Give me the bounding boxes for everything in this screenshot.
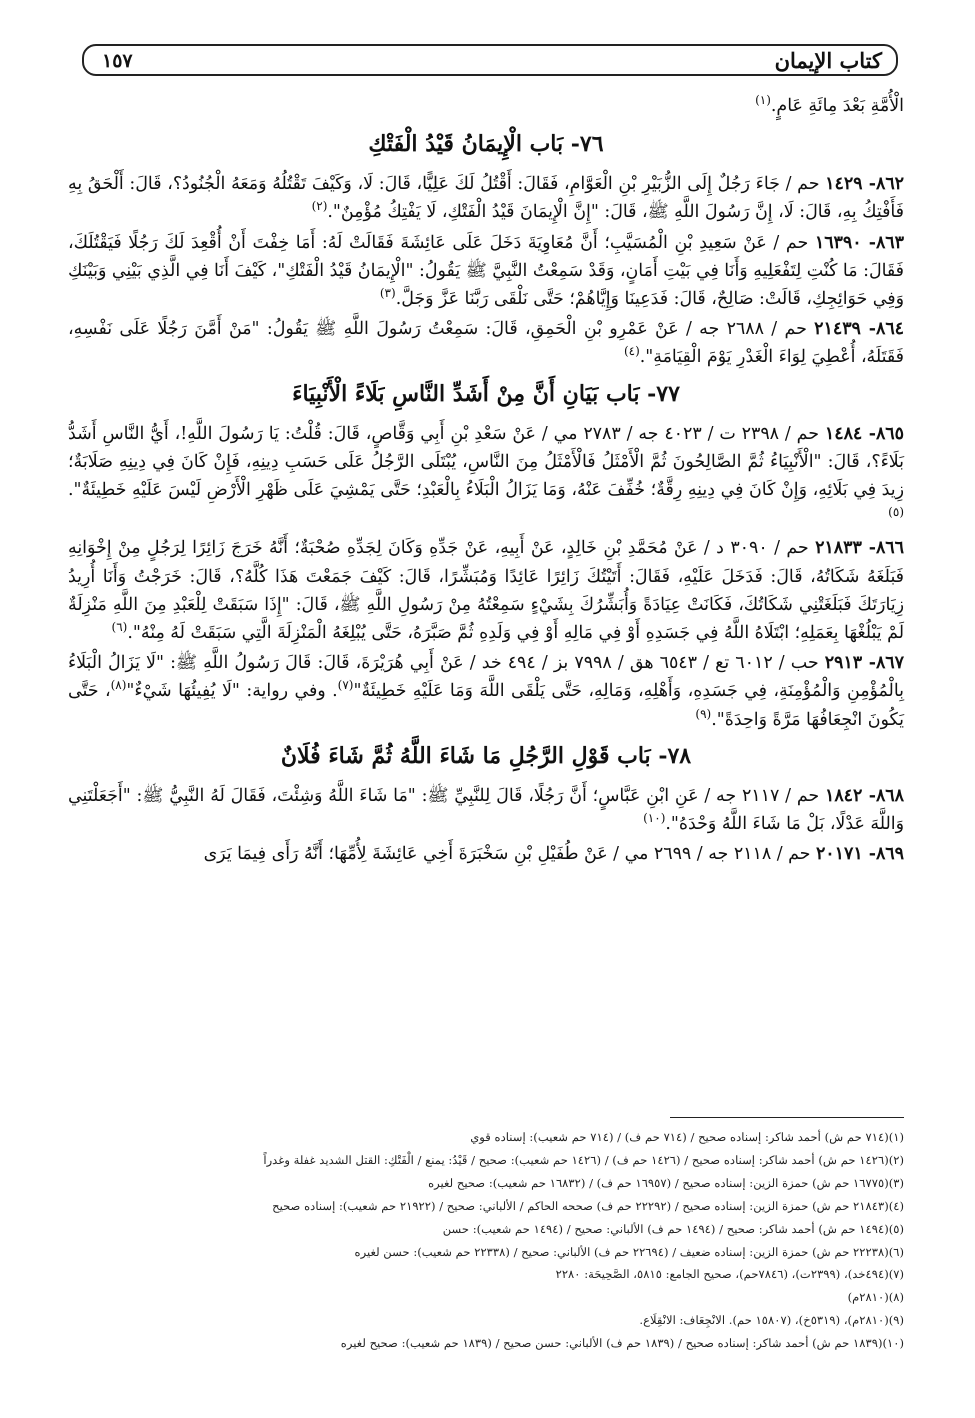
page-number: ١٥٧ <box>102 50 133 72</box>
hadith-868: ٨٦٨- ١٨٤٢ حم / ٢١١٧ جه / عَنِ ابْنِ عَبَّاسٍ؛ أَنَّ رَجُلًا، قَالَ لِلنَّبِيِّ ﷺ: "مَا شَاءَ اللَّهُ وَشِئْتَ، فَقَالَ لَهُ النَّبِيُّ ﷺ: "أَجَعَلْتَنِي وَاللَّهَ عَدْلًا، بَلْ مَا شَاءَ اللَّهُ وَحْدَهُ".$^{(١٠)}$ <box>68 785 904 835</box>
chapter-heading-77: ٧٧- بَاب بَيَانِ أَنَّ مِنْ أَشَدِّ النَّاسِ بَلَاءً الْأَنْبِيَاءَ <box>292 380 680 407</box>
footnote-8: (٨)(٢٨١٠م) <box>847 1290 904 1305</box>
hadith-number: ٨٦٩- ٢٠١٧١ <box>815 844 904 865</box>
footnote-divider <box>670 1117 904 1118</box>
page-body <box>68 92 904 870</box>
chapter-heading-78: ٧٨- بَاب قَوْلِ الرَّجُلِ مَا شَاءَ اللَّهُ ثُمَّ شَاءَ فُلَانٌ <box>280 742 692 769</box>
footnote-10: (١٠)(١٨٣٩ حم ش) أحمد شاكر: إسناده صحيح / (١٨٣٩ حم ف) الألباني: حسن صحيح / (١٨٣٩ حم شعيب): صحيح لغيره <box>340 1336 904 1351</box>
hadith-869: ٨٦٩- ٢٠١٧١ حم / ٢١١٨ جه / ٢٦٩٩ مي / عَنْ طُفَيْلِ بْنِ سَخْبَرَةَ أَخِي عَائِشَةَ لِأُمِّهَا؛ أَنَّهُ رَأَى فِيمَا يَرَى <box>203 844 904 865</box>
footnote-ref: (٧) <box>337 678 354 693</box>
footnote-6: (٦)(٢٢٢٣٨ حم ش) حمزة الزين: إسناده ضعيف / (٢٢٦٩٤ حم ف) الألباني: صحيح / (٢٢٣٣٨ حم شعيب): حسن لغيره <box>354 1244 904 1259</box>
hadith-867: ٨٦٧- ٢٩١٣ حب / ٦٠١٢ تع / ٦٥٤٣ هق / ٧٩٩٨ بز / ٤٩٤ خد / عَنْ أَبِي هُرَيْرَةَ، قَالَ: قَالَ رَسُولُ اللَّهِ ﷺ: "لَا يَزَالُ الْبَلَاءُ بِالْمُؤْمِنِ وَالْمُؤْمِنَةِ، فِي جَسَدِهِ، وَأَهْلِهِ، وَمَالِهِ، حَتَّى يَلْقَى اللَّهَ وَمَا عَلَيْهِ خَطِيئَةٌ"$^{(٧)}$. وفي رواية: "لَا يُفِيئُهَا شَيْءٌ"$^{(٨)}$، حَتَّى يَكُونَ انْجِعَافُهَا مَرَّةً وَاحِدَةً".$^{(٩)}$ <box>68 653 904 730</box>
page-header <box>82 44 898 76</box>
footnote-7: (٧)(٤٩٤خد)، (٢٣٩٩ت)، (٧٨٤٦حم)، صحيح الجامع: ٥٨١٥، الصَّحِيحَة: ٢٢٨٠ <box>555 1267 904 1282</box>
footnote-3: (٣)(١٦٧٧٥ حم ش) حمزة الزين: إسناده صحيح / (١٦٩٥٧ حم ف) / (١٦٨٣٢ حم شعيب): صحيح لغيره <box>428 1175 904 1190</box>
hadith-number: ٨٦٣- ١٦٣٩٠ <box>814 232 904 253</box>
footnote-ref: (١٠) <box>643 811 666 826</box>
footnote-ref: (٤) <box>623 344 640 359</box>
footnotes <box>68 1126 904 1355</box>
hadith-862: ٨٦٢- ١٤٢٩ حم / جَاءَ رَجُلٌ إِلَى الزُّبَيْرِ بْنِ الْعَوَّامِ، فَقَالَ: أَقْتُلُ لَكَ عَلِيًّا، قَالَ: لَا، وَكَيْفَ تَقْتُلُهُ وَمَعَهُ الْجُنُودُ؟، قَالَ: أَلْحَقُ بِهِ فَأَفْتِكُ بِهِ، قَالَ: لَا، إِنَّ رَسُولَ اللَّهِ ﷺ، قَالَ: "إِنَّ الْإِيمَانَ قَيْدُ الْفَتْكِ، لَا يَفْتِكُ مُؤْمِنٌ".$^{(٢)}$ <box>68 174 905 223</box>
hadith-number: ٨٦٨- ١٨٤٢ <box>825 785 904 806</box>
continued-line: الْأُمَّةِ بَعْدَ مِائَةِ عَامٍ.$^{(١)}$ <box>755 93 904 116</box>
footnote-1: (١)(٧١٤ حم ش) أحمد شاكر: إسناده صحيح / (٧١٤ حم ف) / (٧١٤ حم شعيب): إسناده قوي <box>470 1130 904 1144</box>
footnote-9: (٩)(٢٨١٠م)، (٥٣١٩خ)، (١٥٨٠٧ حم). الانْجِعَاف: الانْقِلَاع. <box>639 1313 904 1328</box>
footnote-ref: (٣) <box>379 286 396 301</box>
footnote-5: (٥)(١٤٩٤ حم ش) أحمد شاكر: صحيح / (١٤٩٤ حم ف) الألباني: صحيح / (١٤٩٤ حم شعيب): حسن <box>442 1221 904 1236</box>
hadith-863: ٨٦٣- ١٦٣٩٠ حم / عَنْ سَعِيدِ بْنِ الْمُسَيَّبِ؛ أَنَّ مُعَاوِيَةَ دَخَلَ عَلَى عَائِشَةَ فَقَالَتْ لَهُ: أَمَا خِفْتَ أَنْ أُقْعِدَ لَكَ رَجُلًا فَيَقْتُلَكَ، فَقَالَ: مَا كُنْتِ لِتَفْعَلِيهِ وَأَنَا فِي بَيْتِ أَمَانٍ، وَقَدْ سَمِعْتُ النَّبِيَّ ﷺ يَقُولُ: "الْإِيمَانُ قَيْدُ الْفَتْكِ"، كَيْفَ أَنَا فِي الَّذِي بَيْنِي وَبَيْنَكِ وَفِي حَوَائِجِكِ، قَالَتْ: صَالِحٌ، قَالَ: فَدَعِينَا وَإِيَّاهُمْ؛ حَتَّى نَلْقَى رَبَّنَا عَزَّ وَجَلَّ.$^{(٣)}$ <box>68 232 904 310</box>
footnote-2: (٢)(١٤٢٦ حم ش) أحمد شاكر: إسناده صحيح / (١٤٢٦ حم ف) / (١٤٢٦ حم شعيب): صحيح / قَيْدُ: يمنع / الْفَتْكِ: القتل الشديد غفلة وغدراً <box>263 1152 904 1167</box>
footnote-ref: (٥) <box>888 505 904 520</box>
hadith-number: ٨٦٦- ٢١٨٣٣ <box>815 538 904 559</box>
running-title: كتاب الإيمان <box>774 48 882 73</box>
hadith-number: ٨٦٥- ١٤٨٤ <box>824 423 904 444</box>
footnote-4: (٤)(٢١٨٤٣ حم ش) حمزة الزين: إسناده صحيح / (٢٢٢٩٢ حم ف) صححه الحاكم / الألباني: صحيح / (٢١٩٢٢ حم شعيب): إسناده صحيح <box>272 1198 904 1213</box>
footnote-ref: (١) <box>755 93 771 108</box>
footnote-ref: (٨) <box>110 678 127 693</box>
footnote-ref: (٩) <box>695 706 712 721</box>
footnote-ref: (٢) <box>311 199 328 214</box>
hadith-number: ٨٦٢- ١٤٢٩ <box>825 174 905 195</box>
chapter-heading-76: ٧٦- بَاب الْإِيمَانُ قَيْدُ الْفَتْكِ <box>368 131 604 158</box>
footnote-ref: (٦) <box>111 620 128 635</box>
hadith-865: ٨٦٥- ١٤٨٤ حم / ٢٣٩٨ ت / ٤٠٢٣ جه / ٢٧٨٣ مي / عَنْ سَعْدِ بْنِ أَبِي وَقَّاصٍ، قَالَ: قُلْتُ: يَا رَسُولَ اللَّهِ!، أَيُّ النَّاسِ أَشَدُّ بَلَاءً؟، قَالَ: "الْأَنْبِيَاءُ ثُمَّ الصَّالِحُونَ ثُمَّ الْأَمْثَلُ فَالْأَمْثَلُ مِنَ النَّاسِ، يُبْتَلَى الرَّجُلُ عَلَى حَسَبِ دِينِهِ، فَإِنْ كَانَ فِي دِينِهِ صَلَابَةٌ؛ زِيدَ فِي بَلَائِهِ، وَإِنْ كَانَ فِي دِينِهِ رِقَّةٌ؛ خُفِّفَ عَنْهُ، وَمَا يَزَالُ الْبَلَاءُ بِالْعَبْدِ؛ حَتَّى يَمْشِيَ عَلَى ظَهْرِ الْأَرْضِ لَيْسَ عَلَيْهِ خَطِيئَةٌ".$^{(٥)}$ <box>68 423 904 520</box>
hadith-number: ٨٦٧- ٢٩١٣ <box>824 653 904 674</box>
hadith-number: ٨٦٤- ٢١٤٣٩ <box>814 319 905 340</box>
hadith-864: ٨٦٤- ٢١٤٣٩ حم / ٢٦٨٨ جه / عَنْ عَمْرِو بْنِ الْحَمِقِ، قَالَ: سَمِعْتُ رَسُولَ اللَّهِ ﷺ يَقُولُ: "مَنْ أَمَّنَ رَجُلًا عَلَى نَفْسِهِ، فَقَتَلَهُ، أُعْطِيَ لِوَاءَ الْغَدْرِ يَوْمَ الْقِيَامَةِ".$^{(٤)}$ <box>68 319 905 368</box>
hadith-866: ٨٦٦- ٢١٨٣٣ حم / ٣٠٩٠ د / عَنْ مُحَمَّدِ بْنِ خَالِدٍ، عَنْ أَبِيهِ، عَنْ جَدِّهِ وَكَانَ لِجَدِّهِ صُحْبَةٌ؛ أَنَّهُ خَرَجَ زَائِرًا لِرَجُلٍ مِنْ إِخْوَانِهِ فَبَلَغَهُ شَكَاتُهُ، قَالَ: فَدَخَلَ عَلَيْهِ، فَقَالَ: أَتَيْتُكَ زَائِرًا عَائِدًا وَمُبَشِّرًا، قَالَ: كَيْفَ جَمَعْتَ هَذَا كُلَّهُ؟، قَالَ: خَرَجْتُ وَأَنَا أُرِيدُ زِيَارَتَكَ فَبَلَغَتْنِي شَكَاتُكَ، فَكَانَتْ عِيَادَةً وَأُبَشِّرُكَ بِشَيْءٍ سَمِعْتُهُ مِنْ رَسُولِ اللَّهِ ﷺ، قَالَ: "إِذَا سَبَقَتْ لِلْعَبْدِ مِنَ اللَّهِ مَنْزِلَةٌ لَمْ يَبْلُغْهَا بِعَمَلِهِ؛ ابْتَلَاهُ اللَّهُ فِي جَسَدِهِ أَوْ فِي مَالِهِ أَوْ فِي وَلَدِهِ ثُمَّ صَبَّرَهُ، حَتَّى يُبْلِغَهُ الْمَنْزِلَةَ الَّتِي سَبَقَتْ لَهُ مِنْهُ".$^{(٦)}$ <box>68 538 904 644</box>
